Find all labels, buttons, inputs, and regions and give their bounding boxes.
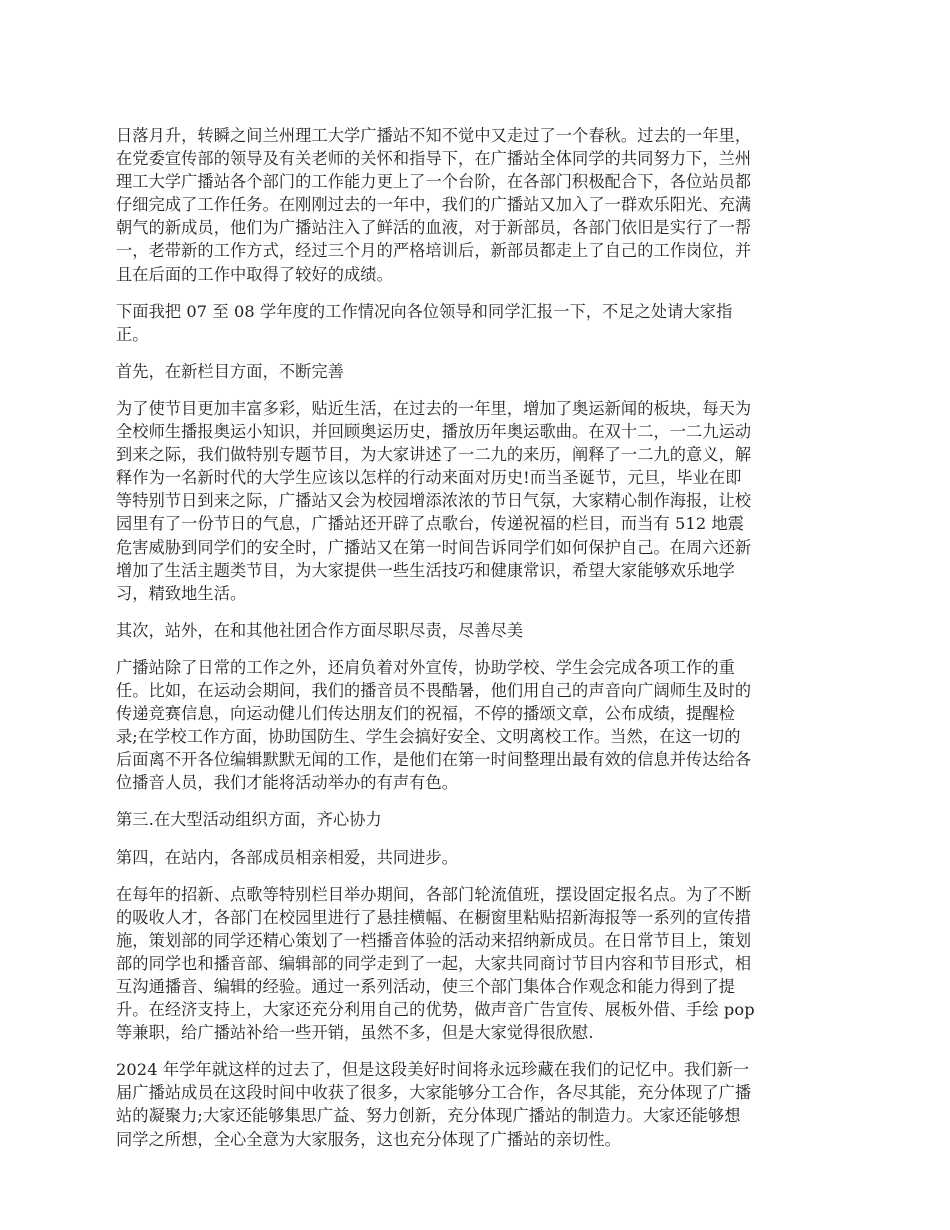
report-intro-paragraph: 下面我把 07 至 08 学年度的工作情况向各位领导和同学汇报一下，不足之处请大家指 正。 [116,301,733,344]
new-programs-paragraph: 为了使节目更加丰富多彩，贴近生活，在过去的一年里，增加了奥运新闻的板块，每天为 全校师生播报奥运小知识，并回顾奥运历史，播放历年奥运歌曲。在双十二，一二九运动 到来之际，我们做特别专题节目，为大家讲述了一二九的来历，阐释了一二九的意义，解 释作为一名新时代的大学生应该以怎样的行动来面对历史!而当圣诞节，元旦，毕业在即 等特别节日到来之际，广播站又会为校园增添浓浓的节日气氛，大家精心制作海报，让校 园里有了一份节日的气息，广播站还开辟了点歌台，传递祝福的栏目，而当有 512 地震 危害威胁到同学们的安全时，广播站又在第一时间告诉同学们如何保护自己。在周六还新 增加了生活主题类节目，为大家提供一些生活技巧和健康常识，希望大家能够欢乐地学 习，精致地生活。 [116,398,752,603]
internal-work-paragraph: 在每年的招新、点歌等特别栏目举办期间，各部门轮流值班，摆设固定报名点。为了不断 的吸收人才，各部门在校园里进行了悬挂横幅、在橱窗里粘贴招新海报等一系列的宣传措 施，策划部的同学还精心策划了一档播音体验的活动来招纳新成员。在日常节目上，策划 部的同学也和播音部、编辑部的同学走到了一起，大家共同商讨节目内容和节目形式，相 互沟通播音、编辑的经验。通过一系列活动，使三个部门集体合作观念和能力得到了提 升。在经济支持上，大家还充分利用自己的优势，做声音广告宣传、展板外借、手绘 pop 等兼职，给广播站补给一些开销，虽然不多，但是大家觉得很欣慰. [116,884,755,1043]
document-body [116,124,840,1165]
external-work-paragraph: 广播站除了日常的工作之外，还肩负着对外宣传，协助学校、学生会完成各项工作的重 任。比如，在运动会期间，我们的播音员不畏酷暑，他们用自己的声音向广阔师生及时的 传递竞赛信息，向运动健儿们传达朋友们的祝福，不停的播颂文章，公布成绩，提醒检 录;在学校工作方面，协助国防生、学生会搞好安全、文明离校工作。当然，在这一切的 后面离不开各位编辑默默无闻的工作，是他们在第一时间整理出最有效的信息并传达给各 位播音人员，我们才能将活动举办的有声有色。 [116,657,752,793]
section-heading-first: 首先，在新栏目方面，不断完善 [116,361,345,381]
section-heading-second: 其次，站外，在和其他社团合作方面尽职尽责，尽善尽美 [116,620,524,640]
conclusion-paragraph: 2024 年学年就这样的过去了，但是这段美好时间将永远珍藏在我们的记忆中。我们新一 届广播站成员在这段时间中收获了很多，大家能够分工合作，各尽其能，充分体现了广播 站的凝聚力;大家还能够集思广益、努力创新，充分体现广播站的制造力。大家还能够想 同学之所想，全心全意为大家服务，这也充分体现了广播站的亲切性。 [116,1060,752,1149]
intro-paragraph: 日落月升，转瞬之间兰州理工大学广播站不知不觉中又走过了一个春秋。过去的一年里， 在党委宣传部的领导及有关老师的关怀和指导下，在广播站全体同学的共同努力下，兰州 理工大学广播站各个部门的工作能力更上了一个台阶，在各部门积极配合下，各位站员都 仔细完成了工作任务。在刚刚过去的一年中，我们的广播站又加入了一群欢乐阳光、充满 朝气的新成员，他们为广播站注入了鲜活的血液，对于新部员，各部门依旧是实行了一帮 一，老带新的工作方式，经过三个月的严格培训后，新部员都走上了自己的工作岗位，并 且在后面的工作中取得了较好的成绩。 [116,126,752,284]
section-heading-third: 第三.在大型活动组织方面，齐心协力 [116,810,382,830]
section-heading-fourth: 第四，在站内，各部成员相亲相爱，共同进步。 [116,847,459,867]
